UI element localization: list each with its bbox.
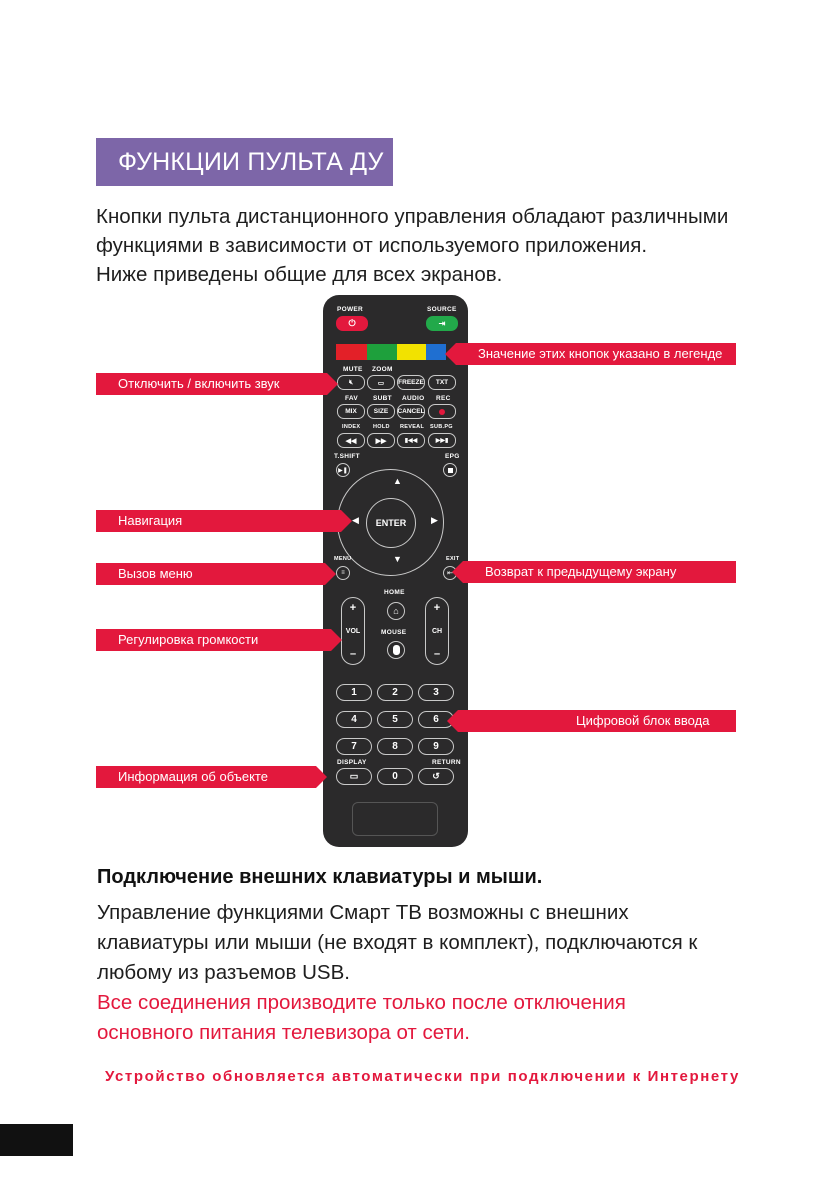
stop-icon: [448, 468, 453, 473]
forward-button[interactable]: ▶▶: [367, 433, 395, 448]
cancel-button[interactable]: CANCEL: [397, 404, 425, 419]
nav-up-button[interactable]: [393, 476, 402, 486]
digit-8-button[interactable]: 8: [377, 738, 413, 755]
connection-warning: [97, 988, 626, 1048]
mouse-icon: [393, 645, 400, 655]
size-button[interactable]: SIZE: [367, 404, 395, 419]
page-corner-tab: [0, 1124, 73, 1156]
volume-minus[interactable]: –: [349, 648, 357, 660]
digit-9-button[interactable]: 9: [418, 738, 454, 755]
yellow-button[interactable]: [397, 344, 426, 360]
display-icon: ▭: [349, 771, 359, 781]
intro-line: Кнопки пульта дистанционного управления обладают различными: [96, 205, 729, 228]
digit-4-button[interactable]: 4: [336, 711, 372, 728]
source-label: SOURCE: [427, 306, 457, 313]
menu-label: MENU: [334, 556, 352, 562]
intro-line: Ниже приведены общие для всех экранов.: [96, 263, 503, 286]
freeze-button[interactable]: FREEZE: [397, 375, 425, 390]
volume-plus[interactable]: +: [349, 602, 357, 614]
mute-button[interactable]: [337, 375, 365, 390]
display-button[interactable]: [336, 768, 372, 785]
arrow-right-icon: ▶: [431, 515, 438, 525]
home-icon: ⌂: [393, 606, 399, 616]
source-icon: ⇥: [438, 319, 446, 328]
zoom-icon: ▭: [377, 379, 385, 387]
nav-right-button[interactable]: [431, 515, 438, 526]
callout-volume: Регулировка громкости: [96, 629, 331, 651]
hold-label: HOLD: [373, 424, 390, 430]
prev-button[interactable]: ▮◀◀: [397, 433, 425, 448]
callout-mute: Отключить / включить звук: [96, 373, 327, 395]
return-icon: ↺: [432, 771, 440, 781]
fav-label: FAV: [345, 395, 359, 402]
section-title: ФУНКЦИИ ПУЛЬТА ДУ: [96, 138, 393, 186]
return-button[interactable]: [418, 768, 454, 785]
connection-line: Управление функциями Смарт ТВ возможны с внешних: [97, 901, 629, 924]
rec-button[interactable]: [428, 404, 456, 419]
volume-label: VOL: [345, 628, 361, 635]
power-icon: ⏻: [348, 318, 356, 328]
remote-touch-pad: [352, 802, 438, 836]
mute-icon: 🔇︎: [348, 378, 354, 386]
red-button[interactable]: [336, 344, 367, 360]
mouse-label: MOUSE: [381, 629, 407, 636]
next-button[interactable]: ▶▶▮: [428, 433, 456, 448]
green-button[interactable]: [367, 344, 397, 360]
tshift-button[interactable]: [336, 463, 350, 477]
nav-left-button[interactable]: [352, 515, 359, 526]
arrow-down-icon: ▼: [393, 554, 402, 564]
record-icon: [439, 409, 445, 415]
channel-rocker[interactable]: [425, 597, 449, 665]
intro-line: функциями в зависимости от используемого приложения.: [96, 234, 648, 257]
channel-label: CH: [431, 628, 443, 635]
source-button[interactable]: [426, 316, 458, 331]
audio-label: AUDIO: [402, 395, 425, 402]
menu-button[interactable]: [336, 566, 350, 580]
connection-line: любому из разъемов USB.: [97, 961, 350, 984]
nav-down-button[interactable]: [393, 554, 402, 564]
power-label: POWER: [337, 306, 364, 313]
warning-line: основного питания телевизора от сети.: [97, 1021, 470, 1044]
update-note: Устройство обновляется автоматически при подключении к Интернету: [105, 1068, 740, 1085]
warning-line: Все соединения производите только после отключения: [97, 991, 626, 1014]
reveal-label: REVEAL: [400, 424, 425, 430]
connection-line: клавиатуры или мыши (не входят в комплект), подключаются к: [97, 931, 698, 954]
mouse-button[interactable]: [387, 641, 405, 659]
arrow-up-icon: ▲: [393, 476, 402, 486]
digit-3-button[interactable]: 3: [418, 684, 454, 701]
callout-legend: Значение этих кнопок указано в легенде: [456, 343, 736, 365]
blue-button[interactable]: [426, 344, 446, 360]
play-pause-icon: ▶❚: [338, 467, 348, 474]
digit-2-button[interactable]: 2: [377, 684, 413, 701]
display-label: DISPLAY: [337, 759, 367, 766]
zoom-button[interactable]: [367, 375, 395, 390]
enter-button[interactable]: ENTER: [366, 498, 416, 548]
intro-text: [96, 202, 756, 289]
arrow-left-icon: ◀: [352, 515, 359, 525]
callout-info: Информация об объекте: [96, 766, 316, 788]
callout-navigation: Навигация: [96, 510, 341, 532]
subpg-label: SUB.PG: [430, 424, 453, 430]
channel-minus[interactable]: –: [433, 648, 441, 660]
rewind-button[interactable]: ◀◀: [337, 433, 365, 448]
mute-label: MUTE: [343, 366, 363, 373]
index-label: INDEX: [342, 424, 361, 430]
exit-label: EXIT: [446, 556, 460, 562]
digit-1-button[interactable]: 1: [336, 684, 372, 701]
callout-menu: Вызов меню: [96, 563, 325, 585]
rec-label: REC: [436, 395, 451, 402]
channel-plus[interactable]: +: [433, 602, 441, 614]
epg-button[interactable]: [443, 463, 457, 477]
zoom-label: ZOOM: [372, 366, 393, 373]
home-button[interactable]: [387, 602, 405, 620]
exit-icon: ⇤: [447, 570, 453, 577]
digit-7-button[interactable]: 7: [336, 738, 372, 755]
subt-label: SUBT: [373, 395, 392, 402]
home-label: HOME: [384, 589, 405, 596]
digit-5-button[interactable]: 5: [377, 711, 413, 728]
connection-body: [97, 898, 697, 988]
digit-6-button[interactable]: 6: [418, 711, 454, 728]
menu-icon: ≡: [341, 570, 345, 576]
digit-0-button[interactable]: 0: [377, 768, 413, 785]
callout-numpad: Цифровой блок ввода: [458, 710, 736, 732]
epg-label: EPG: [445, 453, 460, 460]
callout-back: Возврат к предыдущему экрану: [463, 561, 736, 583]
volume-rocker[interactable]: [341, 597, 365, 665]
return-label: RETURN: [432, 759, 461, 766]
mix-button[interactable]: MIX: [337, 404, 365, 419]
connection-heading: Подключение внешних клавиатуры и мыши.: [97, 866, 543, 888]
power-button[interactable]: [336, 316, 368, 331]
tshift-label: T.SHIFT: [334, 453, 360, 460]
txt-button[interactable]: TXT: [428, 375, 456, 390]
